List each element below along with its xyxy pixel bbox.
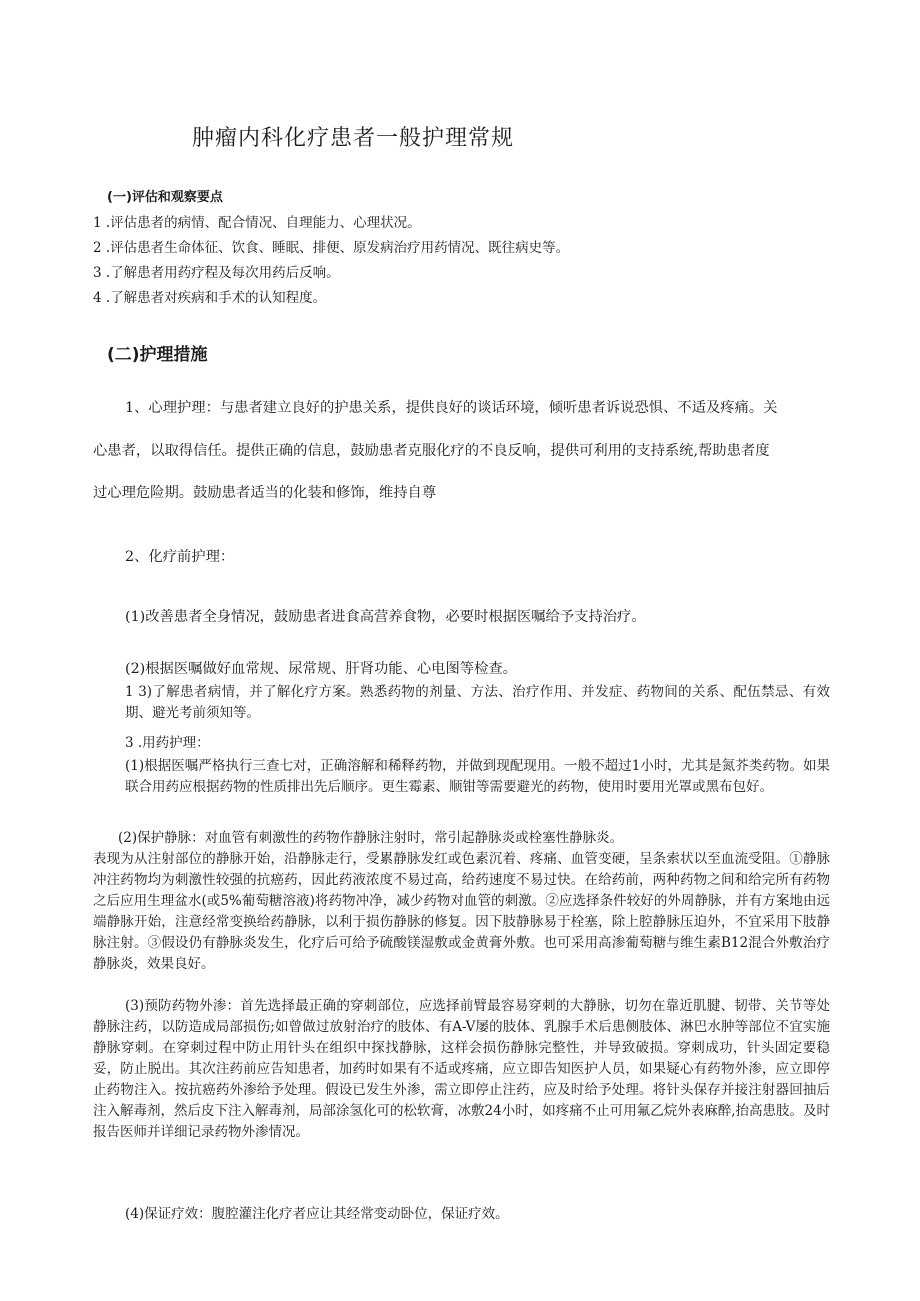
subsection-heading: 3 .用药护理： [125,735,210,751]
paragraph: 表现为从注射部位的静脉开始，沿静脉走行，受累静脉发红或色素沉着、疼痛、血管变硬，呈条索状以至血流受阻。①静脉冲注药物均为刺激性较强的抗癌药，因此药液浓度不易过高，给药速度不易过快。在给药前，两种药物之间和给完所有药物之后应用生理盆水(或5%葡萄糖溶液)将药物冲净，减少药物对血管的刺激。②应选择条件较好的外周静脉，并有方案地由远端静脉开始，注意经常变换给药静脉，以利于损伤静脉的修复。因下肢静脉易于栓塞，除上腔静脉压迫外，不宜采用下肢静脉注射。③假设仍有静脉炎发生，化疗后可给予硫酸镁湿敷或金黄膏外敷。也可采用高渗葡萄糖与维生素B12混合外敷治疗静脉炎，效果良好。 [93,851,830,972]
paragraph: 1 3)了解患者病情，并了解化疗方案。熟悉药物的剂量、方法、治疗作用、并发症、药物间的关系、配伍禁忌、有效期、避光考前须知等。 [125,684,830,721]
paragraph: (2)保护静脉：对血管有刺激性的药物作静脉注射时，常引起静脉炎或栓塞性静脉炎。 [118,830,624,846]
paragraph: (2)根据医嘱做好血常规、尿常规、肝肾功能、心电图等检查。 [125,661,517,677]
paragraph: (1)根据医嘱严格执行三查七对，正确溶解和稀释药物，并做到现配现用。一般不超过1小时，尤其是氮芥类药物。如果联合用药应根据药物的性质排出先后顺序。更生霉素、顺钳等需要避光的药物，使用时要用光罩或黑布包好。 [125,758,830,795]
list-item: 1 .评估患者的病情、配合情况、自理能力、心理状况。 [93,215,421,231]
page-title: 肿瘤内科化疗患者一般护理常规 [192,126,515,151]
section-heading-assessment: (一)评估和观察要点 [107,190,223,205]
paragraph-line: 心患者，以取得信任。提供正确的信息，鼓励患者克服化疗的不良反响，提供可利用的支持系统,帮助患者度 [93,443,770,459]
paragraph: (1)改善患者全身情况，鼓励患者进食高营养食物，必要时根据医嘱给予支持治疗。 [125,609,646,625]
subsection-heading: 2、化疗前护理： [125,549,235,565]
section-heading-nursing: (二)护理措施 [107,345,208,365]
paragraph: (4)保证疗效：腹腔灌注化疗者应让其经常变动卧位，保证疗效。 [125,1206,509,1222]
list-item: 2 .评估患者生命体征、饮食、睡眠、排便、原发病治疗用药情况、既往病史等。 [93,240,570,256]
list-item: 3 .了解患者用药疗程及每次用药后反响。 [93,265,340,281]
list-item: 4 .了解患者对疾病和手术的认知程度。 [93,290,327,306]
paragraph-line: 过心理危险期。鼓励患者适当的化装和修饰，维持自尊 [93,485,437,501]
paragraph: (3)预防药物外渗：首先选择最正确的穿刺部位，应选择前臂最容易穿刺的大静脉，切勿在靠近肌腱、韧带、关节等处静脉注药，以防造成局部损伤;如曾做过放射治疗的肢体、有A-V屡的肢体、乳腺手术后患侧肢体、淋巴水肿等部位不宜实施静脉穿刺。在穿刺过程中防止用针头在组织中探找静脉，这样会损伤静脉完整性，并导致破损。穿刺成功，针头固定要稳妥，防止脱出。其次注药前应告知患者，加药时如果有不适或疼痛，应立即告知医护人员，如果疑心有药物外渗，应立即停止药物注入。按抗癌药外渗给予处理。假设已发生外渗，需立即停止注药，应及时给予处理。将针头保存并接注射器回抽后注入解毒剂，然后皮下注入解毒剂，局部涂氢化可的松软膏，冰敷24小时，如疼痛不止可用氟乙烷外表麻醉,抬高患肢。及时报告医师并详细记录药物外渗情况。 [93,998,830,1140]
paragraph-line: 1、心理护理：与患者建立良好的护患关系，提供良好的谈话环境，倾听患者诉说恐惧、不适及疼痛。关 [125,400,778,416]
